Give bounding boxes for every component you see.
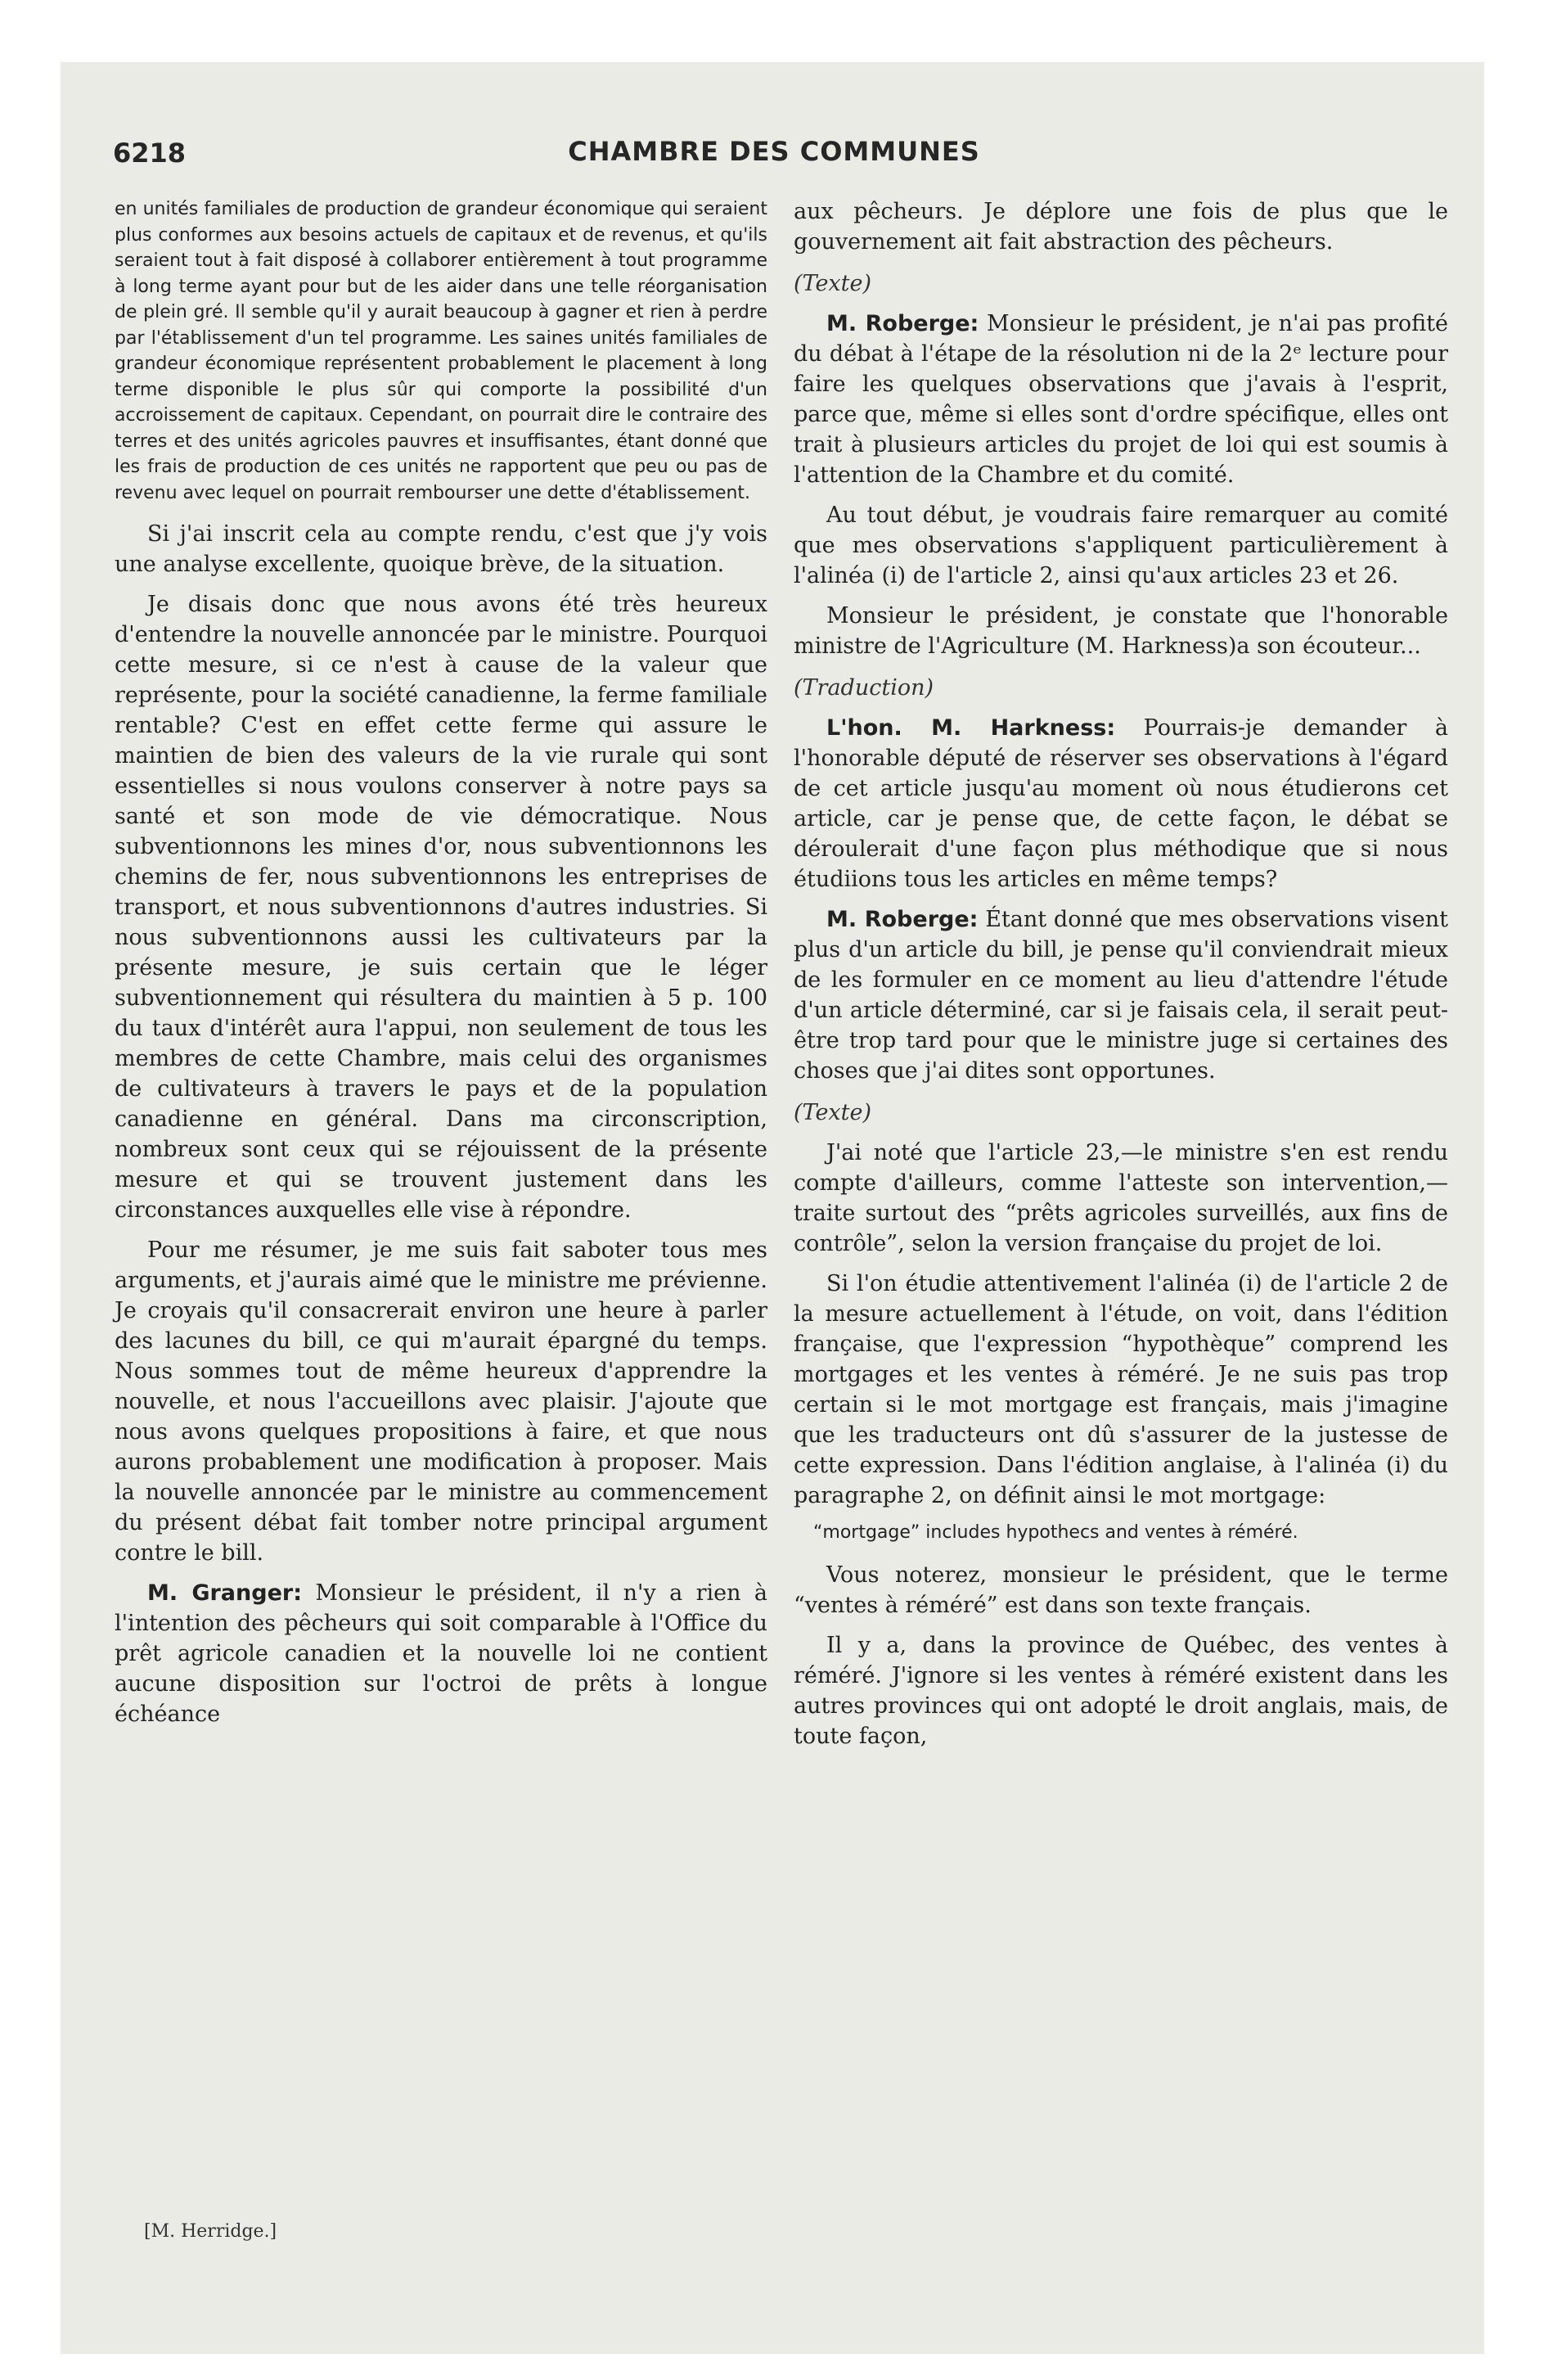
speaker-name: M. Granger: (147, 1580, 303, 1606)
speech-text: Monsieur le président, je n'ai pas profité du débat à l'étape de la résolution ni de la 2ᵉ lecture pour faire les quelques observations que j'avais à l'esprit, parce que, même si elles sont d'ordre spécifique, elles ont trait à plusieurs articles du projet de loi qui est soumis à l'attention de la Chambre et du comité. (794, 311, 1448, 488)
paragraph: Monsieur le président, je constate que l'honorable ministre de l'Agriculture (M. Harkness)a son écouteur... (794, 603, 1448, 659)
speech-text: Étant donné que mes observations visent plus d'un article du bill, je pense qu'il conviendrait mieux de les formuler en ce moment au lieu d'attendre l'étude d'un article déterminé, car si je faisais cela, il serait peut-être trop tard pour que le ministre juge si certaines des choses que j'ai dites sont opportunes. (794, 907, 1448, 1084)
paragraph: Il y a, dans la province de Québec, des ventes à réméré. J'ignore si les ventes à réméré existent dans les autres provinces qui ont adopté le droit anglais, mais, de toute façon, (794, 1633, 1448, 1749)
section-label: (Texte) (794, 271, 872, 296)
speaker-name: L'hon. M. Harkness: (826, 715, 1116, 741)
footer-reference: [M. Herridge.] (144, 2221, 277, 2242)
paragraph: aux pêcheurs. Je déplore une fois de plus que le gouvernement ait fait abstraction des pêcheurs. (794, 199, 1448, 255)
running-head: CHAMBRE DES COMMUNES (568, 136, 980, 167)
speech-text: Pourrais-je demander à l'honorable député de réserver ses observations à l'égard de cet article jusqu'au moment où nous étudierons cet article, car je pense que, de cette façon, le débat se déroulerait d'une façon plus méthodique que si nous étudiions tous les articles en même temps? (794, 715, 1448, 892)
paragraph: Je disais donc que nous avons été très heureux d'entendre la nouvelle annoncée par le ministre. Pourquoi cette mesure, si ce n'est à cause de la valeur que représente, pour la société canadienne, la ferme familiale rentable? C'est en effet cette ferme qui assure le maintien de bien des valeurs de la vie rurale qui sont essentielles si nous voulons conserver à notre pays sa santé et son mode de vie démocratique. Nous subventionnons les mines d'or, nous subventionnons les chemins de fer, nous subventionnons les entreprises de transport, et nous subventionnons d'autres industries. Si nous subventionnons aussi les cultivateurs par la présente mesure, je suis certain que le léger subventionnement qui résultera du maintien à 5 p. 100 du taux d'intérêt aura l'appui, non seulement de tous les membres de cette Chambre, mais celui des organismes de cultivateurs à travers le pays et de la population canadienne en général. Dans ma circonscription, nombreux sont ceux qui se réjouissent de la présente mesure et qui se trouvent justement dans les circonstances auxquelles elle vise à répondre. (115, 592, 767, 1223)
right-column (794, 196, 1448, 1761)
paragraph: Si j'ai inscrit cela au compte rendu, c'est que j'y vois une analyse excellente, quoique brève, de la situation. (115, 521, 767, 577)
left-column (115, 196, 767, 1739)
paragraph: Au tout début, je voudrais faire remarquer au comité que mes observations s'appliquent particulièrement à l'alinéa (i) de l'article 2, ainsi qu'aux articles 23 et 26. (794, 503, 1448, 588)
paragraph: Vous noterez, monsieur le président, que le terme “ventes à réméré” est dans son texte français. (794, 1562, 1448, 1618)
speech-roberge (794, 309, 1448, 490)
speech-text: Monsieur le président, il n'y a rien à l'intention des pêcheurs qui soit comparable à l'Office du prêt agricole canadien et la nouvelle loi ne contient aucune disposition sur l'octroi de prêts à longue échéance (115, 1580, 768, 1727)
paragraph: J'ai noté que l'article 23,—le ministre s'en est rendu compte d'ailleurs, comme l'atteste son intervention,—traite surtout des “prêts agricoles surveillés, aux fins de contrôle”, selon la version française du projet de loi. (794, 1140, 1448, 1256)
speech-roberge (794, 904, 1448, 1086)
speech-harkness (794, 713, 1448, 895)
section-label: (Texte) (794, 1100, 872, 1125)
paragraph: Si l'on étudie attentivement l'alinéa (i) de l'article 2 de la mesure actuellement à l'étude, on voit, dans l'édition française, que l'expression “hypothèque” comprend les mortgages et les ventes à réméré. Je ne suis pas trop certain si le mot mortgage est français, mais j'imagine que les traducteurs ont dû s'assurer de la justesse de cette expression. Dans l'édition anglaise, à l'alinéa (i) du paragraphe 2, on définit ainsi le mot mortgage: (794, 1271, 1448, 1508)
section-label: (Traduction) (794, 675, 934, 701)
block-quote: “mortgage” includes hypothecs and ventes à réméré. (813, 1522, 1298, 1543)
block-quote: en unités familiales de production de grandeur économique qui seraient plus conformes aux besoins actuels de capitaux et de revenus, et qu'ils seraient tout à fait disposé à collaborer entièrement à tout programme à long terme ayant pour but de les aider dans une telle réorganisation de plein gré. Il semble qu'il y aurait beaucoup à gagner et rien à perdre par l'établissement d'un tel programme. Les saines unités familiales de grandeur économique représentent probablement le placement à long terme disponible le plus sûr qui comporte la possibilité d'un accroissement de capitaux. Cependant, on pourrait dire le contraire des terres et des unités agricoles pauvres et insuffisantes, étant donné que les frais de production de ces unités ne rapportent que peu ou pas de revenu avec lequel on pourrait rembourser une dette d'établissement. (115, 199, 767, 503)
speech-granger (115, 1578, 767, 1729)
page-number: 6218 (113, 137, 187, 169)
paragraph: Pour me résumer, je me suis fait saboter tous mes arguments, et j'aurais aimé que le ministre me prévienne. Je croyais qu'il consacrerait environ une heure à parler des lacunes du bill, ce qui m'aurait épargné du temps. Nous sommes tout de même heureux d'apprendre la nouvelle, et nous l'accueillons avec plaisir. J'ajoute que nous avons quelques propositions à faire, et que nous aurons probablement une modification à proposer. Mais la nouvelle annoncée par le ministre au commencement du présent débat fait tomber notre principal argument contre le bill. (115, 1237, 767, 1566)
speaker-name: M. Roberge: (826, 907, 979, 932)
speaker-name: M. Roberge: (826, 311, 979, 336)
